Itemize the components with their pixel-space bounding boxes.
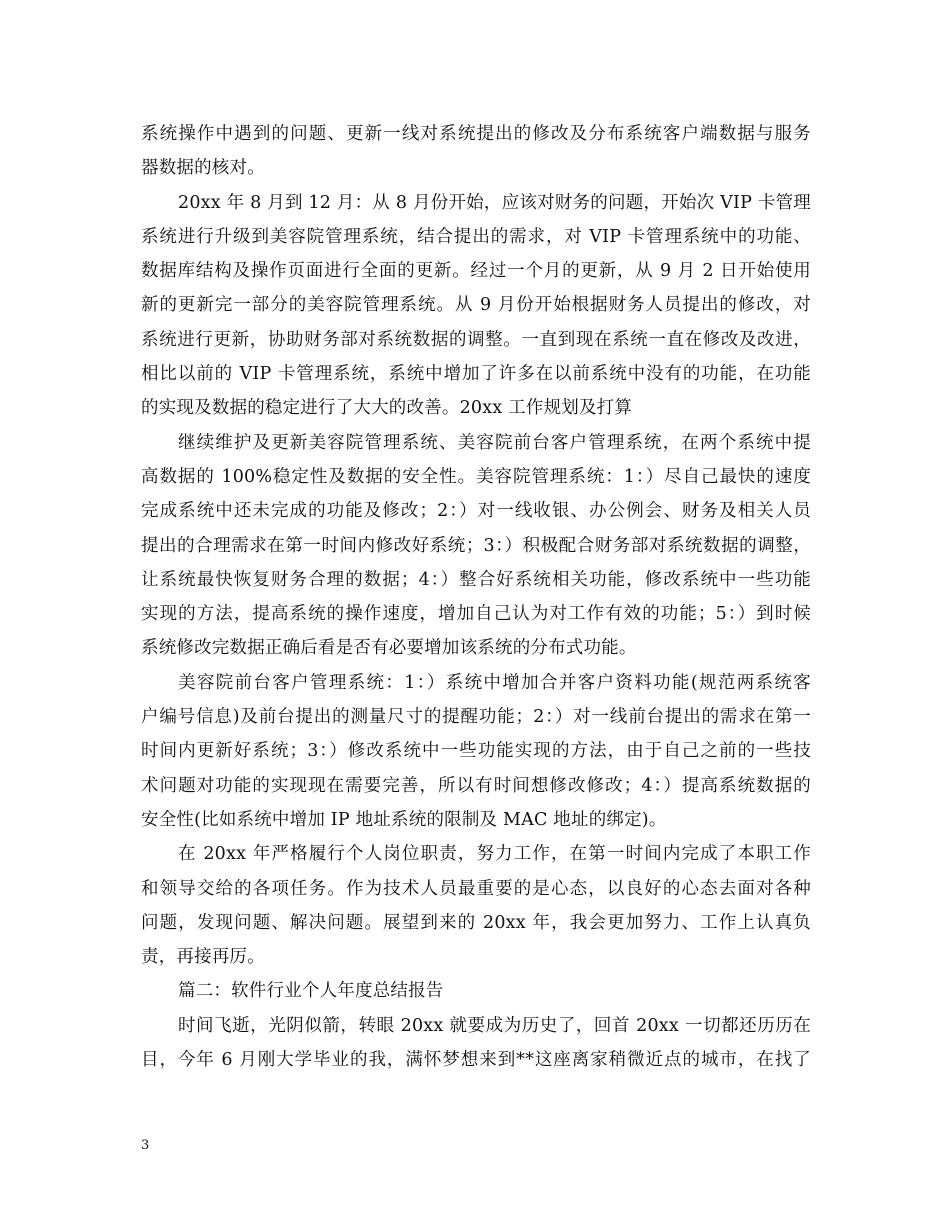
document-body: [141, 117, 811, 1077]
text-line: 时间内更新好系统；3：）修改系统中一些功能实现的方法，由于自己之前的一些技: [141, 741, 811, 762]
text-line: 实现的方法，提高系统的操作速度，增加自己认为对工作有效的功能；5：）到时候: [141, 604, 811, 625]
text-line: 提出的合理需求在第一时间内修改好系统；3：）积极配合财务部对系统数据的调整，: [141, 535, 811, 556]
text-line: 完成系统中还未完成的功能及修改；2：）对一线收银、办公例会、财务及相关人员: [141, 501, 811, 522]
text-line: 目，今年 6 月刚大学毕业的我，满怀梦想来到**这座离家稍微近点的城市，在找了: [141, 1050, 811, 1071]
text-line: 系统操作中遇到的问题、更新一线对系统提出的修改及分布系统客户端数据与服务: [141, 124, 811, 144]
text-line: 系统修改完数据正确后看是否有必要增加该系统的分布式功能。: [141, 638, 637, 659]
text-line: 系统进行升级到美容院管理系统，结合提出的需求，对 VIP 卡管理系统中的功能、: [141, 226, 811, 247]
text-line: 安全性(比如系统中增加 IP 地址系统的限制及 MAC 地址的绑定)。: [141, 809, 667, 830]
text-line: 新的更新完一部分的美容院管理系统。从 9 月份开始根据财务人员提出的修改，对: [141, 295, 811, 316]
text-line: 器数据的核对。: [141, 158, 265, 179]
text-line: 继续维护及更新美容院管理系统、美容院前台客户管理系统，在两个系统中提: [178, 432, 811, 453]
text-line: 和领导交给的各项任务。作为技术人员最重要的是心态，以良好的心态去面对各种: [141, 878, 811, 899]
text-line: 系统进行更新，协助财务部对系统数据的调整。一直到现在系统一直在修改及改进，: [141, 329, 811, 350]
text-line: 让系统最快恢复财务合理的数据；4：）整合好系统相关功能，修改系统中一些功能: [141, 569, 811, 590]
text-line: 责，再接再厉。: [141, 947, 265, 968]
text-line: 数据库结构及操作页面进行全面的更新。经过一个月的更新，从 9 月 2 日开始使用: [141, 261, 811, 282]
section-heading: 篇二：软件行业个人年度总结报告: [178, 981, 444, 1002]
text-line: 的实现及数据的稳定进行了大大的改善。20xx 工作规划及打算: [141, 398, 633, 419]
text-line: 相比以前的 VIP 卡管理系统，系统中增加了许多在以前系统中没有的功能，在功能: [141, 364, 811, 385]
page-number: 3: [141, 1138, 150, 1153]
text-line: 20xx 年 8 月到 12 月：从 8 月份开始，应该对财务的问题，开始次 VIP 卡管理: [178, 192, 811, 213]
text-line: 问题，发现问题、解决问题。展望到来的 20xx 年，我会更加努力、工作上认真负: [141, 912, 811, 933]
text-line: 户编号信息)及前台提出的测量尺寸的提醒功能；2：）对一线前台提出的需求在第一: [141, 707, 811, 728]
text-line: 术问题对功能的实现现在需要完善，所以有时间想修改修改；4：）提高系统数据的: [141, 775, 811, 796]
text-line: 时间飞逝，光阴似箭，转眼 20xx 就要成为历史了，回首 20xx 一切都还历历在: [178, 1015, 811, 1036]
text-line: 高数据的 100%稳定性及数据的安全性。美容院管理系统：1：）尽自己最快的速度: [141, 466, 811, 487]
text-line: 美容院前台客户管理系统：1：）系统中增加合并客户资料功能(规范两系统客: [178, 672, 811, 693]
text-line: 在 20xx 年严格履行个人岗位职责，努力工作，在第一时间内完成了本职工作: [178, 844, 811, 865]
